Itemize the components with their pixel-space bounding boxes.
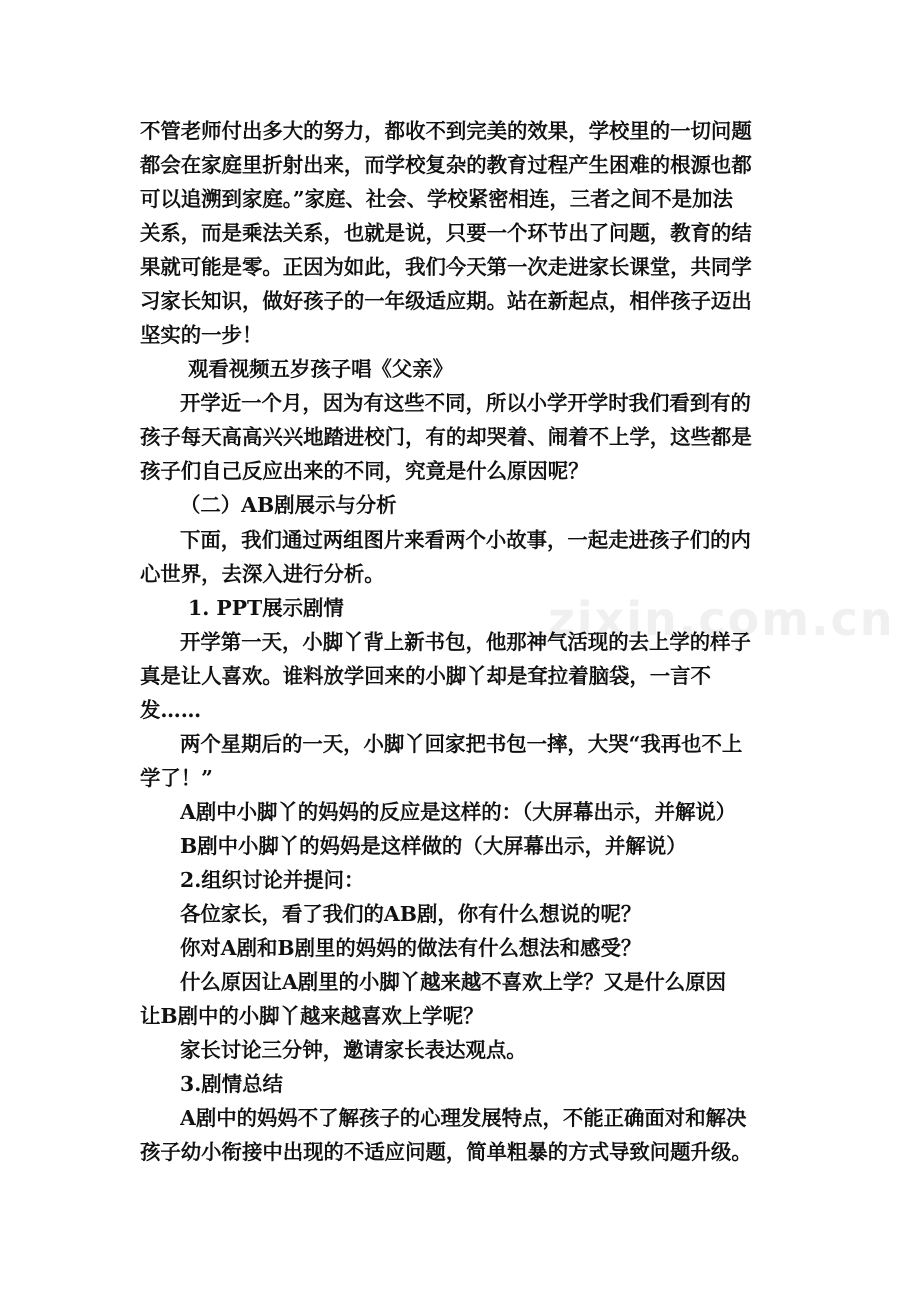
text-line: 孩子每天高高兴兴地踏进校门，有的却哭着、闹着不上学，这些都是 (140, 425, 752, 449)
text-line: 心世界，去深入进行分析。 (140, 562, 385, 586)
text-line: A剧中的妈妈不了解孩子的心理发展特点，不能正确面对和解决 (180, 1106, 747, 1130)
text-line: 果就可能是零。正因为如此，我们今天第一次走进家长课堂，共同学 (140, 255, 752, 279)
subsection-heading: 1. PPT展示剧情 (188, 596, 344, 620)
text-line: 都会在家庭里折射出来，而学校复杂的教育过程产生困难的根源也都 (140, 153, 752, 177)
text-line: 不管老师付出多大的努力，都收不到完美的效果，学校里的一切问题 (140, 119, 752, 143)
text-line: 什么原因让A剧里的小脚丫越来越不喜欢上学？又是什么原因 (180, 970, 726, 994)
text-line: 下面，我们通过两组图片来看两个小故事，一起走进孩子们的内 (180, 528, 751, 552)
text-line: 你对A剧和B剧里的妈妈的做法有什么想法和感受？ (180, 936, 642, 960)
text-line: 发…… (140, 698, 202, 722)
video-heading: 观看视频五岁孩子唱《父亲》 (188, 357, 454, 381)
text-line: 坚实的一步！ (140, 323, 263, 347)
text-line: 真是让人喜欢。谁料放学回来的小脚丫却是耷拉着脑袋，一言不 (140, 664, 711, 688)
text-line: 孩子幼小衔接中出现的不适应问题，简单粗暴的方式导致问题升级。 (140, 1140, 752, 1164)
text-line: 关系，而是乘法关系，也就是说，只要一个环节出了问题，教育的结 (140, 221, 752, 245)
section-heading: （二）AB剧展示与分析 (180, 493, 397, 517)
text-line: 让B剧中的小脚丫越来越喜欢上学呢？ (140, 1004, 484, 1028)
text-line: 家长讨论三分钟，邀请家长表达观点。 (180, 1038, 527, 1062)
text-line: 各位家长，看了我们的AB剧，你有什么想说的呢？ (180, 902, 642, 926)
text-line: 两个星期后的一天，小脚丫回家把书包一摔，大哭“我再也不上 (180, 732, 743, 756)
subsection-heading: 2.组织讨论并提问： (180, 868, 365, 892)
text-line: 可以追溯到家庭。”家庭、社会、学校紧密相连，三者之间不是加法 (140, 187, 733, 211)
text-line: 孩子们自己反应出来的不同，究竟是什么原因呢？ (140, 459, 589, 483)
text-line: 开学近一个月，因为有这些不同，所以小学开学时我们看到有的 (180, 391, 751, 415)
text-line: 开学第一天，小脚丫背上新书包，他那神气活现的去上学的样子 (180, 630, 751, 654)
text-line: B剧中小脚丫的妈妈是这样做的（大屏幕出示，并解说） (180, 834, 687, 858)
text-line: 学了！” (140, 766, 213, 790)
text-line: A剧中小脚丫的妈妈的反应是这样的：（大屏幕出示，并解说） (180, 800, 737, 824)
subsection-heading: 3.剧情总结 (180, 1072, 283, 1096)
watermark: zixin.com.cn (548, 592, 895, 646)
text-line: 习家长知识，做好孩子的一年级适应期。站在新起点，相伴孩子迈出 (140, 289, 752, 313)
